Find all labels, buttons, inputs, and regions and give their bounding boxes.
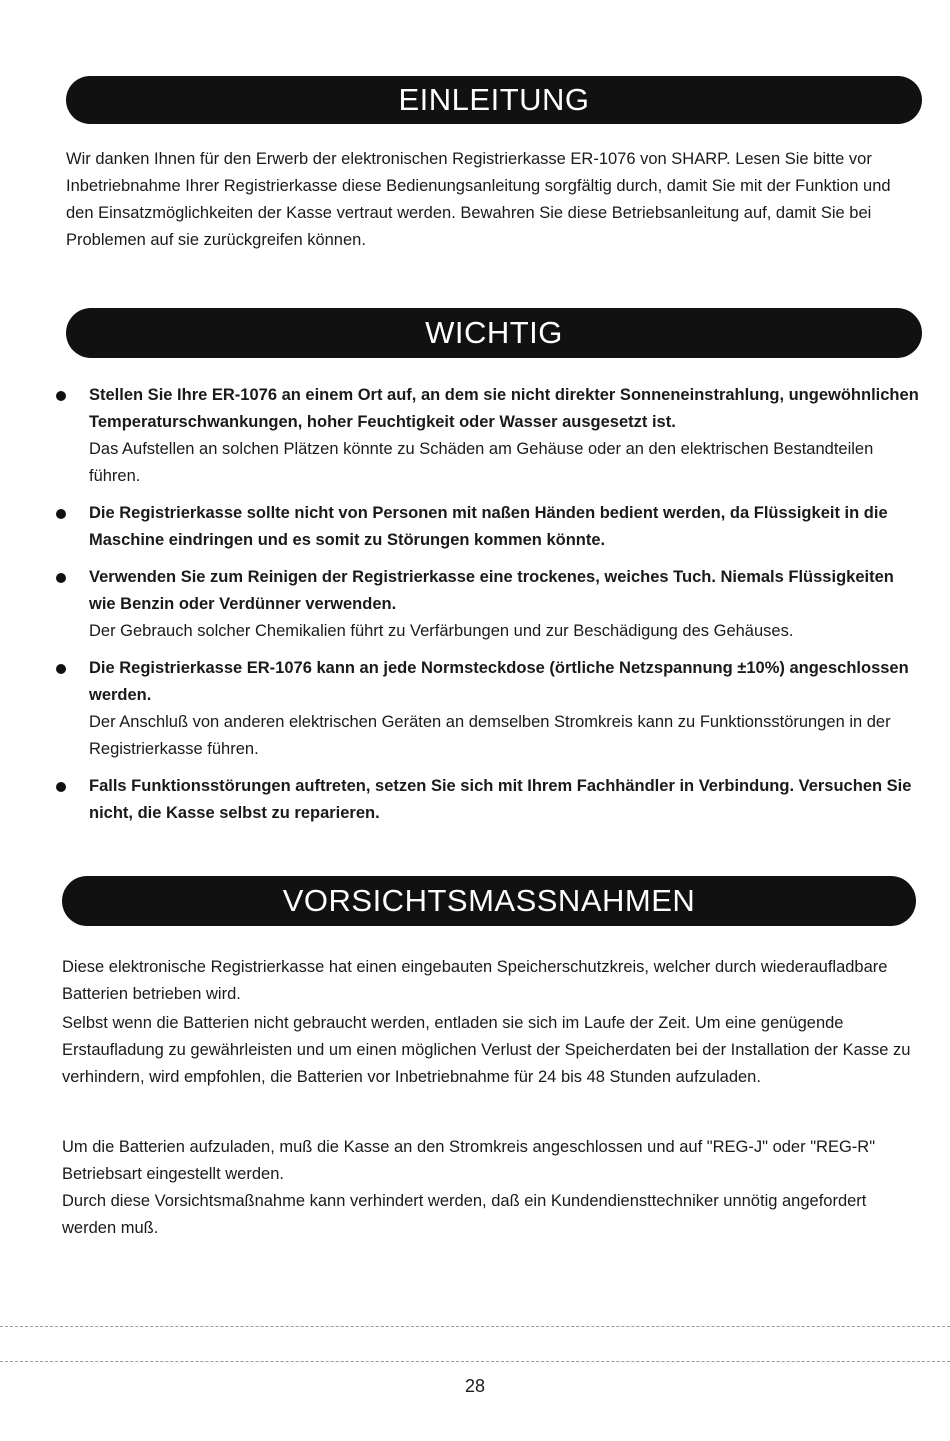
page-number: 28 — [464, 1376, 486, 1396]
list-item — [56, 655, 920, 763]
vorsicht-heading — [62, 876, 916, 926]
list-item — [56, 382, 920, 490]
item-text: Das Aufstellen an solchen Plätzen könnte zu Schäden am Gehäuse oder an den elektrischen Bestandteilen führen. — [89, 440, 874, 485]
bullet-icon — [56, 782, 66, 792]
footer-rule-top — [0, 1326, 950, 1327]
vorsicht-para-3: Um die Batterien aufzuladen, muß die Kasse an den Stromkreis angeschlossen und auf "REG-J" oder "REG-R" Betriebsart eingestellt werden. — [62, 1138, 876, 1183]
bullet-icon — [56, 573, 66, 583]
list-item — [56, 773, 920, 827]
item-bold: Falls Funktionsstörungen auftreten, setzen Sie sich mit Ihrem Fachhändler in Verbindung. Versuchen Sie nicht, die Kasse selbst zu reparieren. — [89, 777, 912, 822]
vorsicht-para-4: Durch diese Vorsichtsmaßnahme kann verhindert werden, daß ein Kundendiensttechniker unnötig angefordert werden muß. — [62, 1192, 867, 1237]
vorsicht-para-1: Diese elektronische Registrierkasse hat einen eingebauten Speicherschutzkreis, welcher durch wiederaufladbare Batterien betrieben wird. — [62, 958, 888, 1003]
bullet-icon — [56, 664, 66, 674]
list-item — [56, 500, 920, 554]
vorsicht-para-2: Selbst wenn die Batterien nicht gebraucht werden, entladen sie sich im Laufe der Zeit. Um eine genügende Erstaufladung zu gewährleisten und um einen möglichen Verlust der Speicherdaten bei der Installation der Kasse zu verhindern, wird empfohlen, die Batterien vor Inbetriebnahme für 24 bis 48 Stunden aufzuladen. — [62, 1014, 911, 1086]
footer-rule-bottom — [0, 1361, 950, 1362]
vorsicht-title: VORSICHTSMASSNAHMEN — [269, 883, 710, 919]
einleitung-title: EINLEITUNG — [384, 82, 603, 118]
item-bold: Stellen Sie Ihre ER-1076 an einem Ort auf, an dem sie nicht direkter Sonneneinstrahlung, ungewöhnlichen Temperaturschwankungen, hoher Feuchtigkeit oder Wasser ausgesetzt ist. — [89, 386, 919, 431]
list-item — [56, 564, 920, 645]
bullet-icon — [56, 391, 66, 401]
item-text: Der Anschluß von anderen elektrischen Geräten an demselben Stromkreis kann zu Funktionsstörungen in der Registrierkasse führen. — [89, 713, 891, 758]
item-text: Der Gebrauch solcher Chemikalien führt zu Verfärbungen und zur Beschädigung des Gehäuses. — [89, 622, 794, 640]
item-bold: Verwenden Sie zum Reinigen der Registrierkasse eine trockenes, weiches Tuch. Niemals Flüssigkeiten wie Benzin oder Verdünner verwenden. — [89, 568, 894, 613]
item-bold: Die Registrierkasse sollte nicht von Personen mit naßen Händen bedient werden, da Flüssigkeit in die Maschine eindringen und es somit zu Störungen kommen könnte. — [89, 504, 888, 549]
wichtig-heading — [66, 308, 922, 358]
einleitung-heading — [66, 76, 922, 124]
wichtig-title: WICHTIG — [411, 315, 577, 351]
einleitung-text: Wir danken Ihnen für den Erwerb der elektronischen Registrierkasse ER-1076 von SHARP. Lesen Sie bitte vor Inbetriebnahme Ihrer Registrierkasse diese Bedienungsanleitung sorgfältig durch, damit Sie mit der Funktion und den Einsatzmöglichkeiten der Kasse vertraut werden. Bewahren Sie diese Betriebsanleitung auf, damit Sie bei Problemen auf sie zurückgreifen können. — [66, 150, 891, 249]
wichtig-list — [56, 382, 920, 827]
bullet-icon — [56, 509, 66, 519]
item-bold: Die Registrierkasse ER-1076 kann an jede Normsteckdose (örtliche Netzspannung ±10%) angeschlossen werden. — [89, 659, 909, 704]
